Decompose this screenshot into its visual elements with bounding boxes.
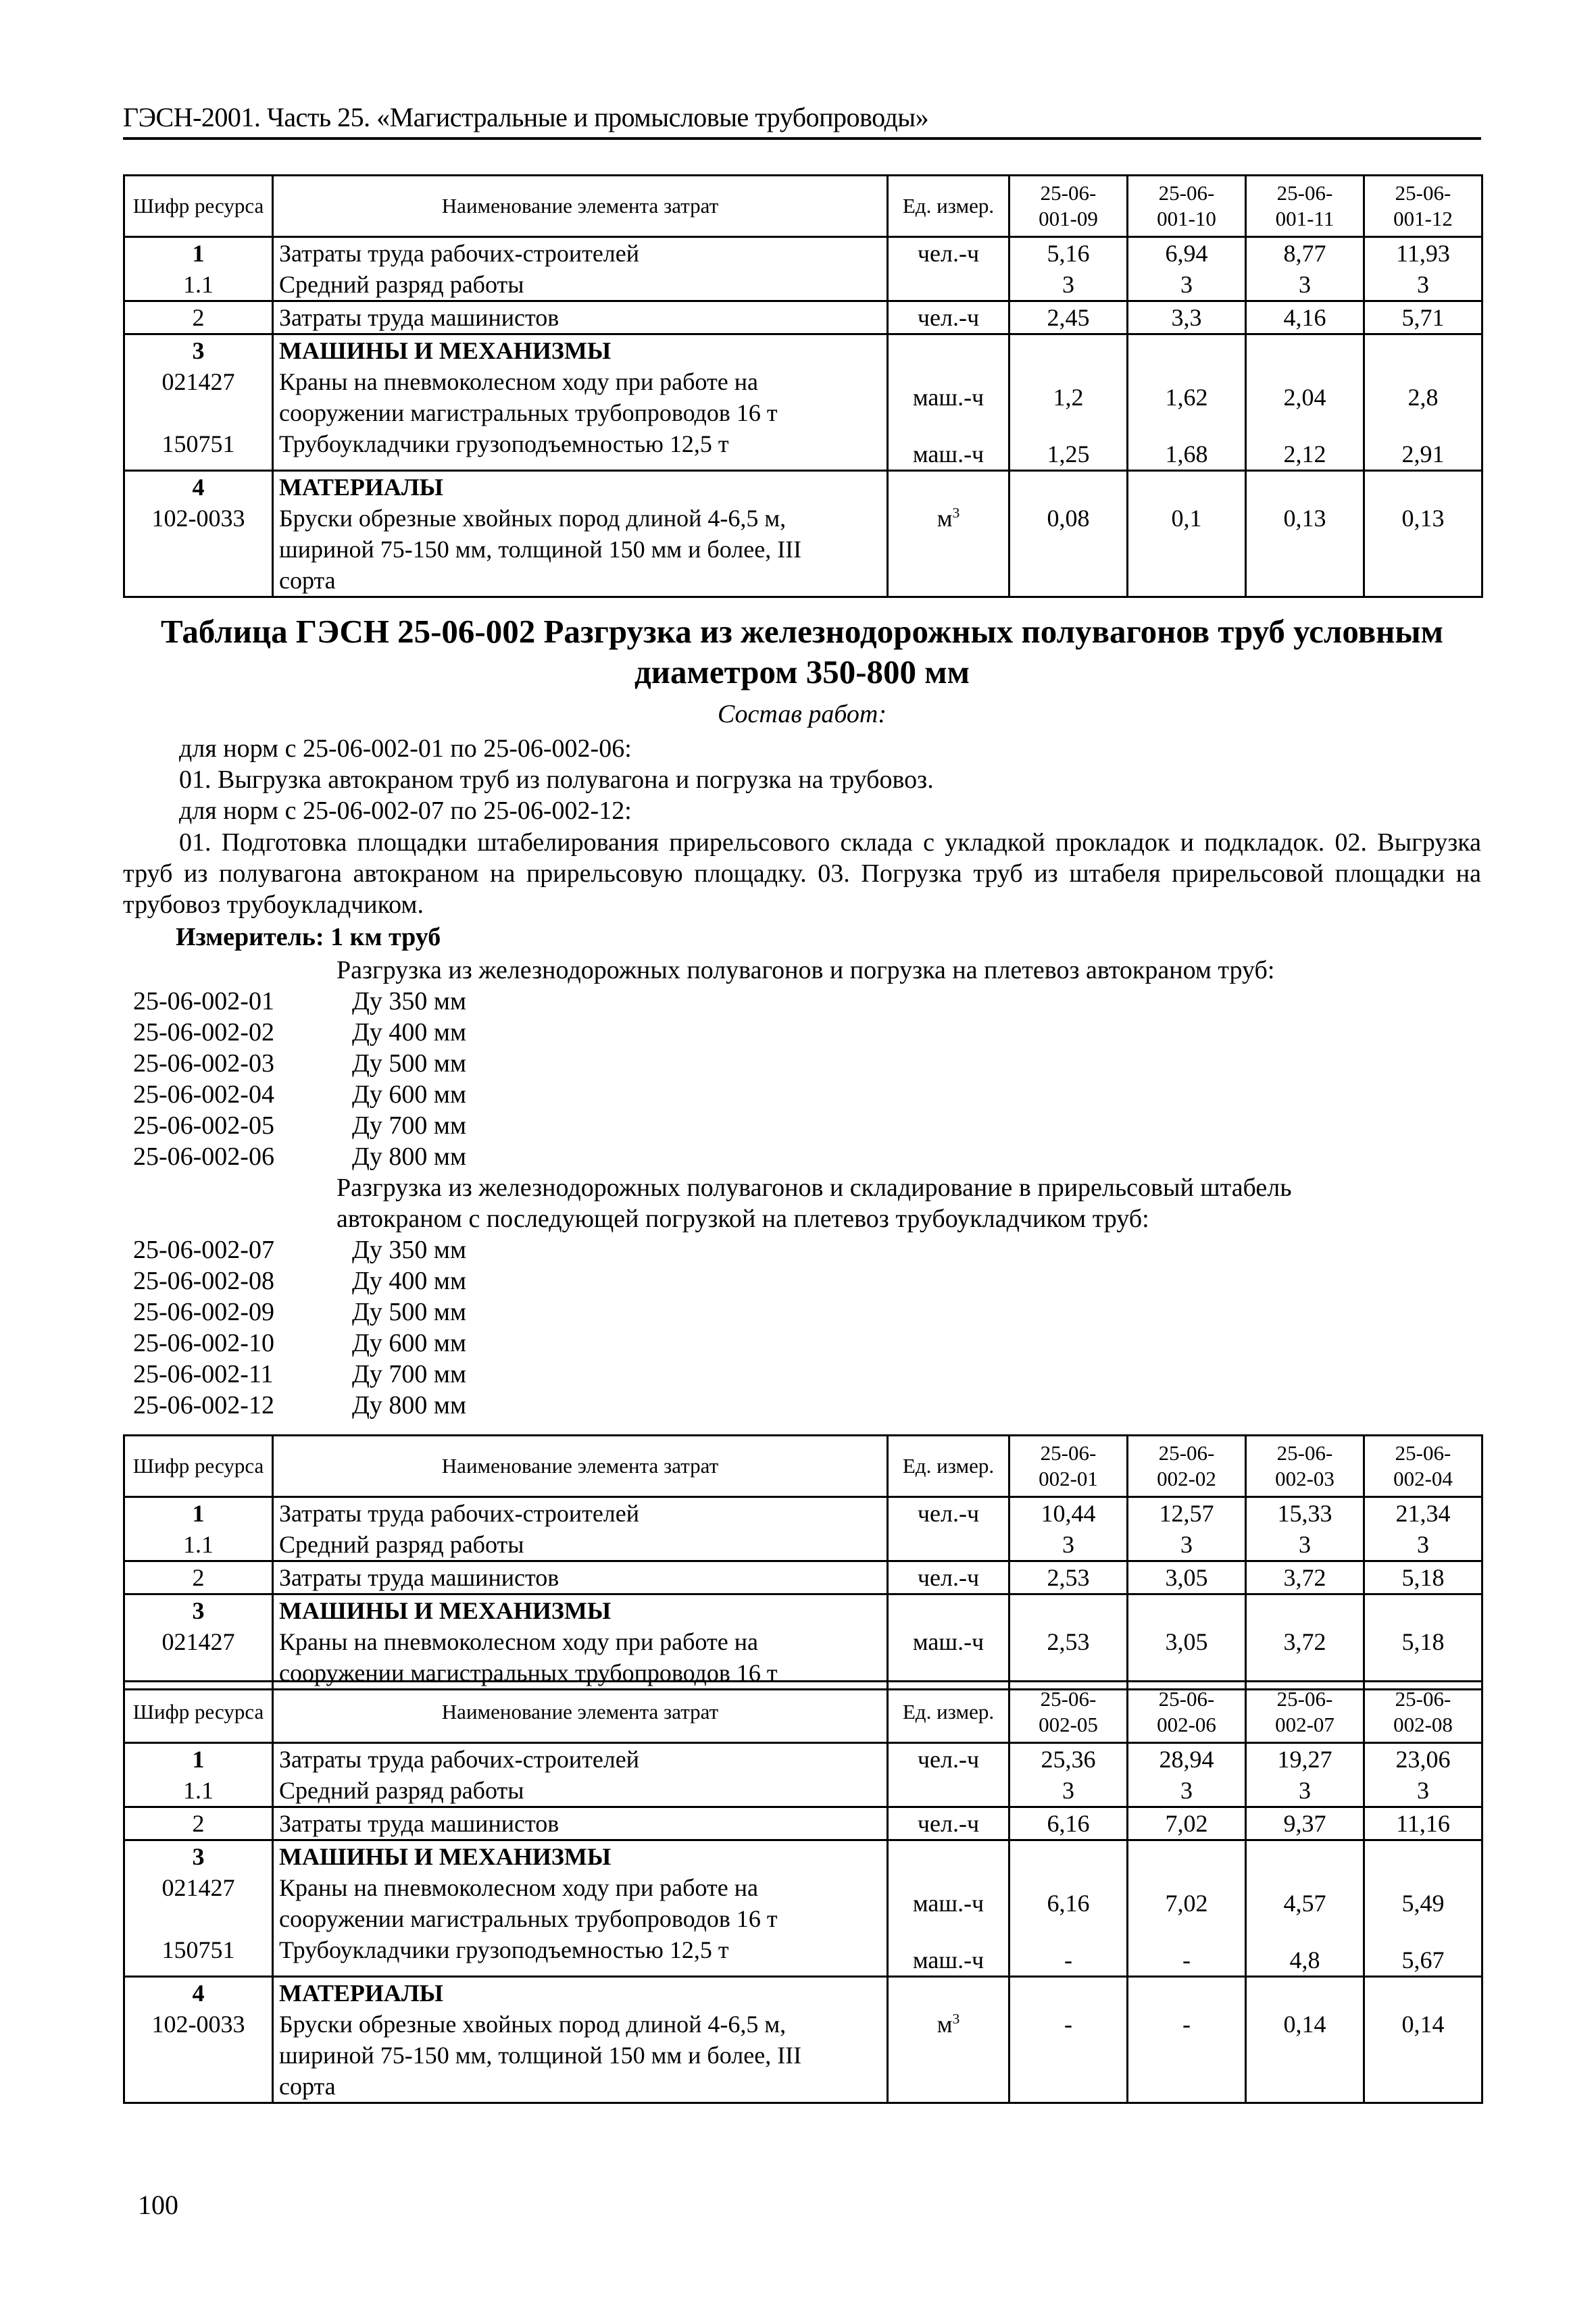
- column-header-norm: 25-06- 002-05: [1009, 1682, 1128, 1743]
- scope-2-work: 01. Подготовка площадки штабелирования прирельсового склада с укладкой прокладок и подкладок. 02. Выгрузка труб из полувагона автокраном на прирельсовую площадку. 03. Погрузка труб из штабеля прирельсовой площадки на трубовоз трубоукладчиком.: [123, 828, 1481, 919]
- column-header-name: Наименование элемента затрат: [273, 176, 888, 237]
- table-row-machines: 3 021427 МАШИНЫ И МЕХАНИЗМЫ Краны на пневмоколесном ходу при работе на сооружении магистральных трубопроводов 16 т маш.-ч 2,53 3,05 3,72 5,18: [124, 1594, 1482, 1690]
- norm-list-item: 25-06-002-10 Ду 600 мм: [133, 1329, 467, 1357]
- table-row-materials: 4 102-0033 МАТЕРИАЛЫ Бруски обрезные хвойных пород длиной 4-6,5 м, шириной 75-150 мм, толщиной 150 мм и более, III сорта $м^3$ - - 0,14 0,14: [124, 1977, 1482, 2103]
- table-header-row: [124, 176, 1482, 237]
- norm-list-item: 25-06-002-02 Ду 400 мм: [133, 1018, 467, 1047]
- norm-list-item: 25-06-002-07 Ду 350 мм: [133, 1236, 467, 1264]
- column-header-norm: 25-06- 001-10: [1128, 176, 1246, 237]
- norm-list-group-2: [133, 1234, 466, 1421]
- column-header-unit: Ед. измер.: [888, 1436, 1009, 1497]
- resource-table-3: [123, 1680, 1483, 2104]
- column-header-norm: 25-06- 002-01: [1009, 1436, 1128, 1497]
- norm-list-item: 25-06-002-03 Ду 500 мм: [133, 1049, 467, 1078]
- column-header-norm: 25-06- 002-03: [1246, 1436, 1364, 1497]
- norm-list-item: 25-06-002-11 Ду 700 мм: [133, 1360, 467, 1388]
- column-header-norm: 25-06- 001-09: [1009, 176, 1128, 237]
- composition-label: Состав работ:: [717, 700, 887, 728]
- column-header-code: Шифр ресурса: [124, 1436, 273, 1497]
- resource-table-1: [123, 174, 1483, 598]
- group-2-title: Разгрузка из железнодорожных полувагонов и складирование в прирельсовый штабель автокраном с последующей погрузкой на плетевоз трубоукладчиком труб:: [336, 1174, 1292, 1233]
- table-row-machines: 3 021427 150751 МАШИНЫ И МЕХАНИЗМЫ Краны на пневмоколесном ходу при работе на сооружении магистральных трубопроводов 16 т Трубоукладчики грузоподъемностью 12,5 т маш.-ч маш.-ч 6,16 - 7,02 - 4,57 4,8 5,49 5,67: [124, 1840, 1482, 1977]
- table-row-labor: 1 1.1 Затраты труда рабочих-строителей Средний разряд работы чел.-ч 5,16 3 6,94 3 8,77 3 11,93 3: [124, 237, 1482, 301]
- table-header-row: [124, 1682, 1482, 1743]
- scope-2-label: для норм с 25-06-002-07 по 25-06-002-12:: [179, 797, 632, 825]
- group-1-title: Разгрузка из железнодорожных полувагонов и погрузка на плетевоз автокраном труб:: [336, 956, 1275, 984]
- column-header-norm: 25-06- 002-04: [1364, 1436, 1482, 1497]
- resource-table-2: [123, 1434, 1483, 1690]
- norm-list-item: 25-06-002-06 Ду 800 мм: [133, 1142, 467, 1171]
- column-header-norm: 25-06- 002-06: [1128, 1682, 1246, 1743]
- measurement-unit: Измеритель: 1 км труб: [176, 923, 441, 951]
- column-header-code: Шифр ресурса: [124, 1682, 273, 1743]
- scope-1-label: для норм с 25-06-002-01 по 25-06-002-06:: [179, 734, 632, 763]
- column-header-name: Наименование элемента затрат: [273, 1682, 888, 1743]
- table-title: Таблица ГЭСН 25-06-002 Разгрузка из железнодорожных полувагонов труб условным диаметром 350-800 мм: [160, 613, 1444, 690]
- table-row-machines: 3 021427 150751 МАШИНЫ И МЕХАНИЗМЫ Краны на пневмоколесном ходу при работе на сооружении магистральных трубопроводов 16 т Трубоукладчики грузоподъемностью 12,5 т маш.-ч маш.-ч 1,2 1,25 1,62 1,68 2,04 2,12 2,8 2,91: [124, 334, 1482, 471]
- column-header-norm: 25-06- 002-08: [1364, 1682, 1482, 1743]
- header-rule: [123, 137, 1481, 140]
- norm-list-group-1: [133, 986, 466, 1172]
- norm-list-item: 25-06-002-05 Ду 700 мм: [133, 1111, 467, 1140]
- column-header-name: Наименование элемента затрат: [273, 1436, 888, 1497]
- scope-1-work: 01. Выгрузка автокраном труб из полувагона и погрузка на трубовоз.: [179, 765, 934, 794]
- running-header: ГЭСН-2001. Часть 25. «Магистральные и промысловые трубопроводы»: [123, 102, 929, 132]
- table-row-labor: 1 1.1 Затраты труда рабочих-строителей Средний разряд работы чел.-ч 25,36 3 28,94 3 19,27 3 23,06 3: [124, 1743, 1482, 1807]
- norm-list-item: 25-06-002-09 Ду 500 мм: [133, 1298, 467, 1326]
- table-header-row: [124, 1436, 1482, 1497]
- norm-list-item: 25-06-002-04 Ду 600 мм: [133, 1080, 467, 1109]
- column-header-norm: 25-06- 002-07: [1246, 1682, 1364, 1743]
- column-header-unit: Ед. измер.: [888, 176, 1009, 237]
- table-row-operators: 2 Затраты труда машинистов чел.-ч 2,53 3,05 3,72 5,18: [124, 1561, 1482, 1594]
- column-header-code: Шифр ресурса: [124, 176, 273, 237]
- column-header-norm: 25-06- 002-02: [1128, 1436, 1246, 1497]
- table-row-operators: 2 Затраты труда машинистов чел.-ч 6,16 7,02 9,37 11,16: [124, 1807, 1482, 1840]
- norm-list-item: 25-06-002-12 Ду 800 мм: [133, 1391, 467, 1419]
- page-number: 100: [138, 2190, 178, 2220]
- column-header-norm: 25-06- 001-11: [1246, 176, 1364, 237]
- norm-list-item: 25-06-002-01 Ду 350 мм: [133, 987, 467, 1015]
- column-header-unit: Ед. измер.: [888, 1682, 1009, 1743]
- column-header-norm: 25-06- 001-12: [1364, 176, 1482, 237]
- table-row-materials: 4 102-0033 МАТЕРИАЛЫ Бруски обрезные хвойных пород длиной 4-6,5 м, шириной 75-150 мм, толщиной 150 мм и более, III сорта $м^3$ 0,08 0,1 0,13 0,13: [124, 471, 1482, 597]
- table-row-labor: 1 1.1 Затраты труда рабочих-строителей Средний разряд работы чел.-ч 10,44 3 12,57 3 15,33 3 21,34 3: [124, 1497, 1482, 1561]
- table-row-operators: 2 Затраты труда машинистов чел.-ч 2,45 3,3 4,16 5,71: [124, 301, 1482, 334]
- norm-list-item: 25-06-002-08 Ду 400 мм: [133, 1267, 467, 1295]
